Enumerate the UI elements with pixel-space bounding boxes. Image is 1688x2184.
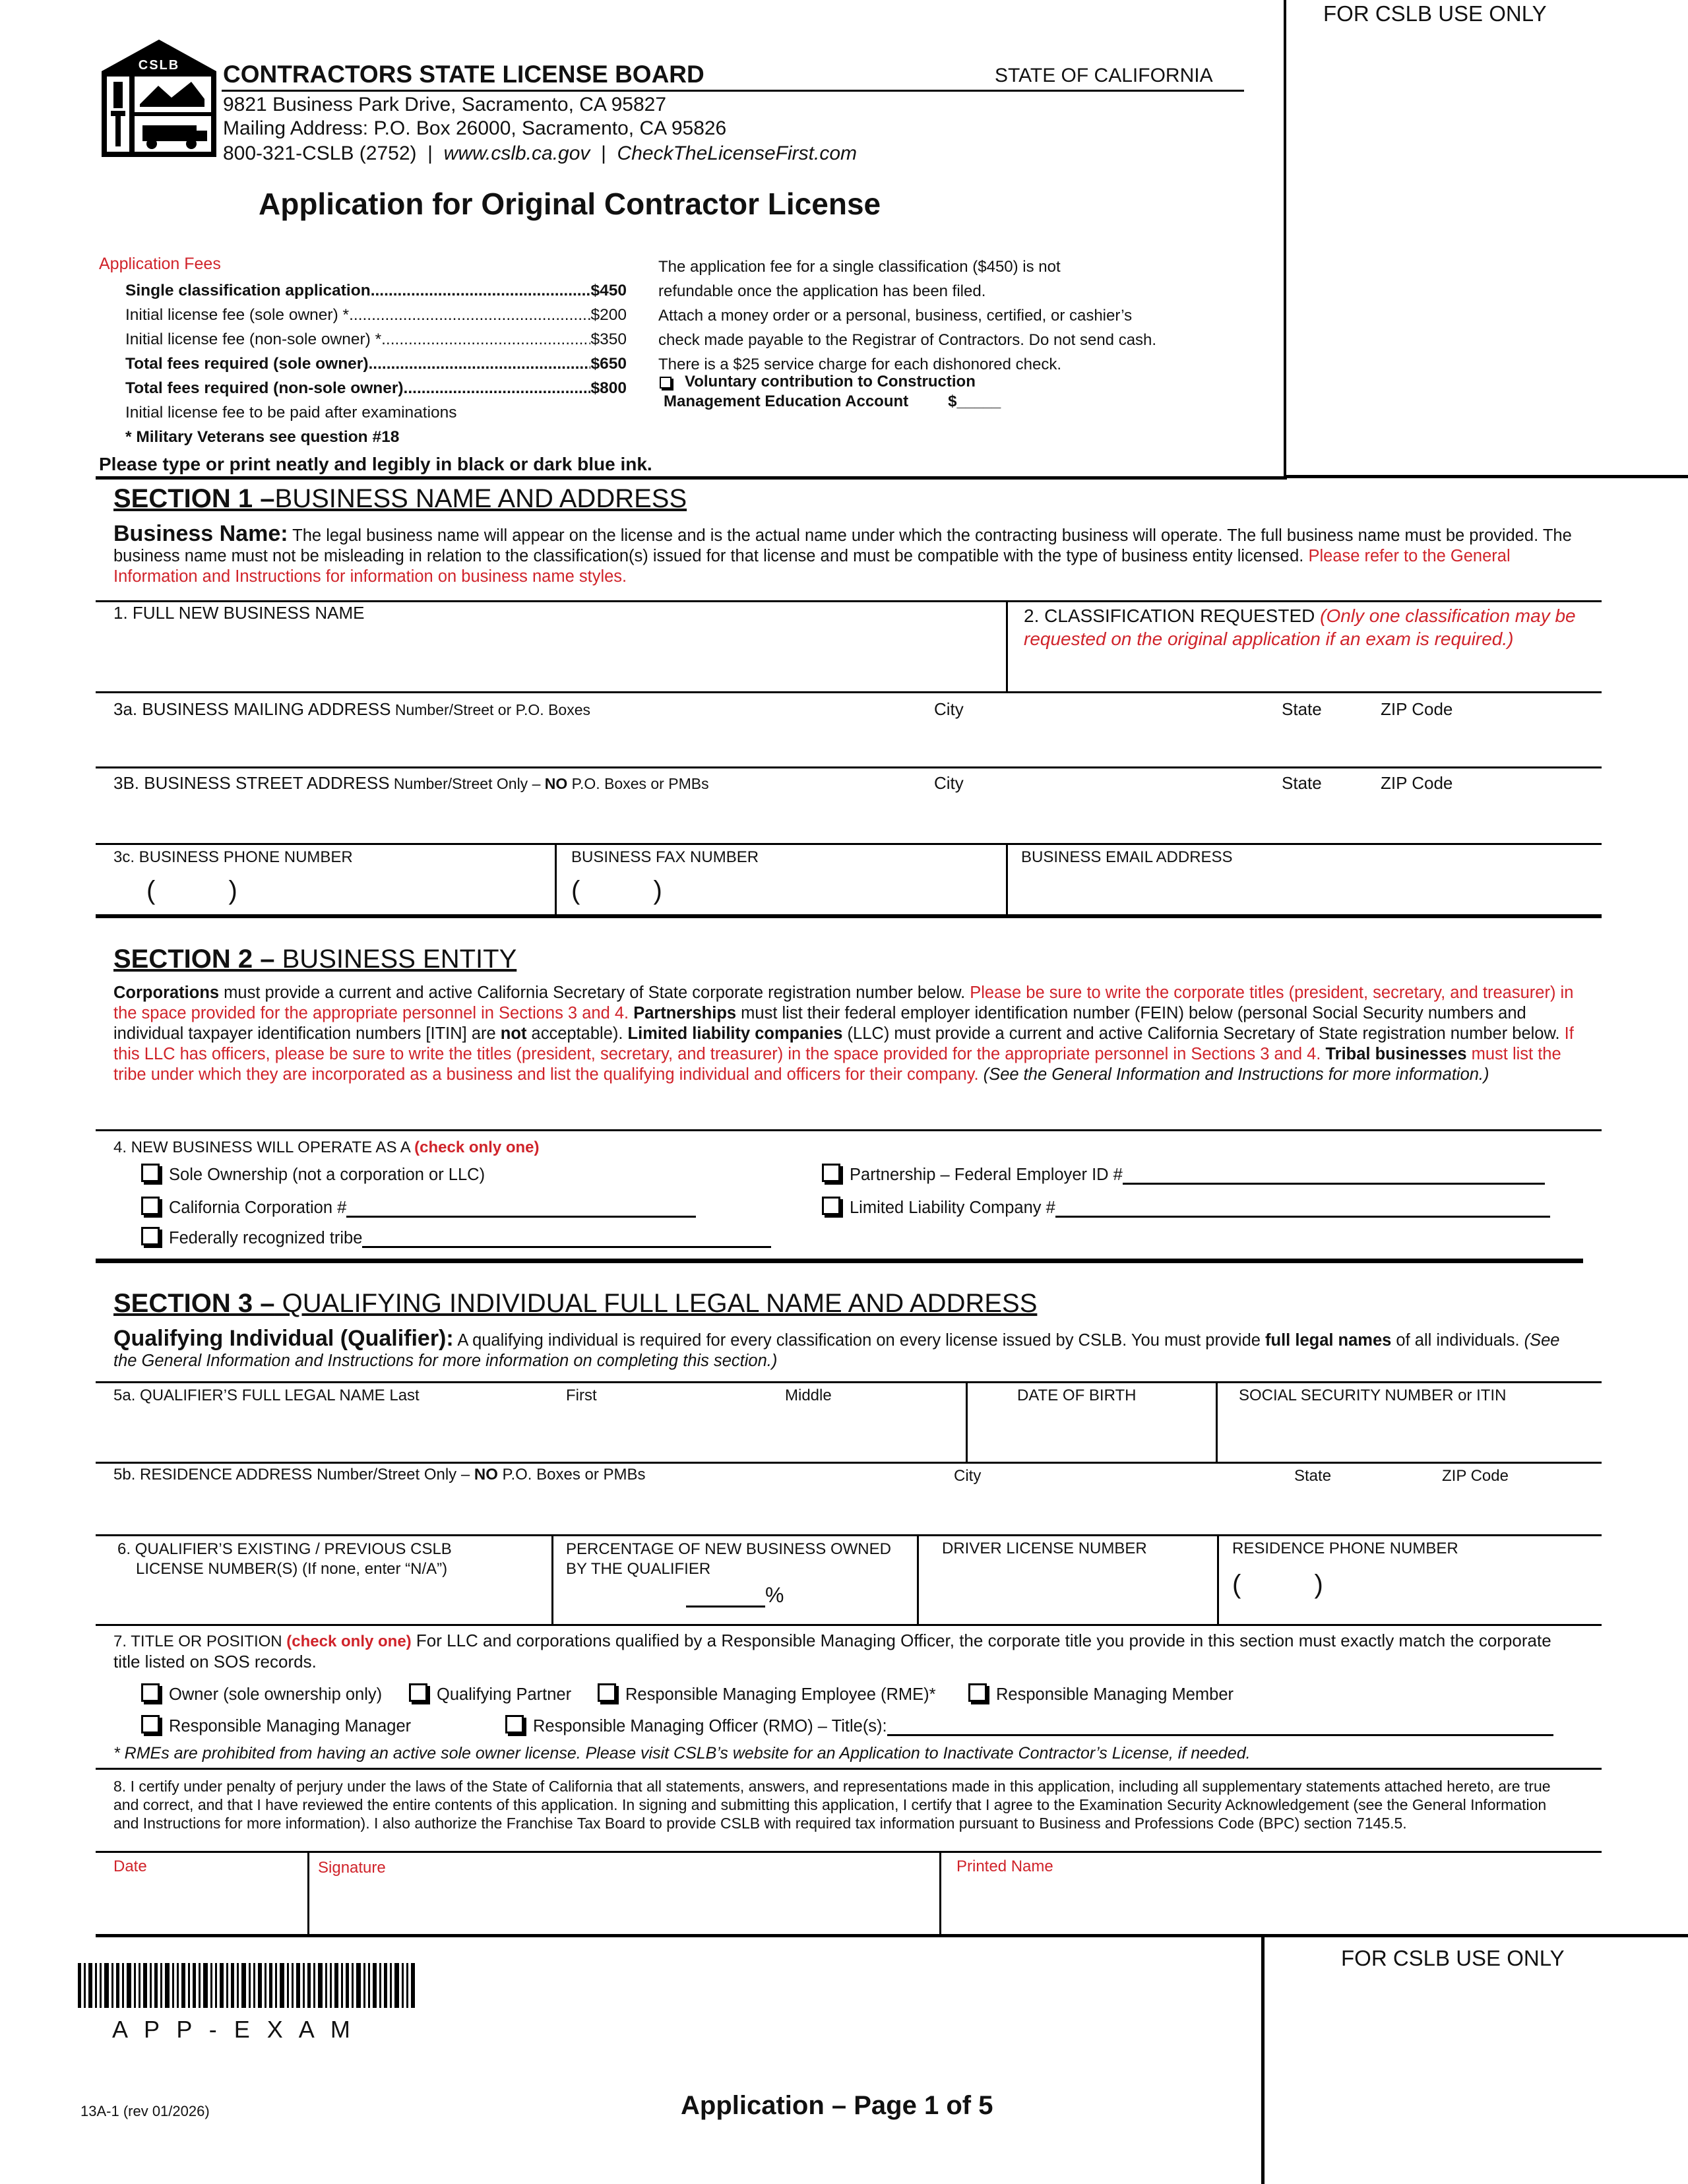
rme-note: * RMEs are prohibited from having an active sole owner license. Please visit CSLB’s website for an Application to Inactivate Contractor’s License, if needed. <box>113 1744 1251 1763</box>
field-ssn-itin[interactable]: SOCIAL SECURITY NUMBER or ITIN <box>1239 1387 1507 1404</box>
title-owner[interactable]: Owner (sole ownership only) <box>141 1683 382 1704</box>
street-state-label: State <box>1282 773 1322 793</box>
mailing-city-label: City <box>934 699 964 719</box>
fee-row: Single classification application ..... $450 <box>125 278 627 303</box>
checkbox[interactable] <box>822 1197 840 1215</box>
residence-zip-label: ZIP Code <box>1442 1467 1509 1485</box>
contact-line <box>223 142 857 165</box>
checkbox[interactable] <box>409 1683 427 1702</box>
qualifier-instructions: Qualifying Individual (Qualifier): A qualifying individual is required for every classification on every license issued by CSLB. You must provide full legal names of all individuals. (See the General Information and Instructions for more information on completing this section.) <box>113 1326 1560 1370</box>
option-california-corporation[interactable]: California Corporation # <box>141 1197 696 1218</box>
field-business-email[interactable]: BUSINESS EMAIL ADDRESS <box>1021 848 1233 866</box>
separator: | <box>590 142 617 164</box>
section2-heading: SECTION 2 – BUSINESS ENTITY <box>113 945 517 974</box>
business-name-instructions: Business Name: The legal business name will appear on the license and is the actual name under which the contracting business will operate. The full business name must be provided. The business name must not be misleading in relation to the classification(s) issued for that license and must be compatible with the type of business entity licensed. Please refer to the General Information and Instructions for information on business name styles. <box>113 521 1572 586</box>
cslb-use-only-top: FOR CSLB USE ONLY <box>1323 1 1547 26</box>
checkbox[interactable] <box>141 1227 160 1245</box>
mailing-address: Mailing Address: P.O. Box 26000, Sacramento, CA 95826 <box>223 117 727 139</box>
field-printed-name[interactable]: Printed Name <box>956 1857 1053 1875</box>
board-phone: 800-321-CSLB (2752) | <box>223 142 444 164</box>
ink-instruction: Please type or print neatly and legibly in black or dark blue ink. <box>99 454 652 474</box>
street-city-label: City <box>934 773 964 793</box>
title-rmm[interactable]: Responsible Managing Member <box>968 1683 1234 1704</box>
business-phone-paren: ( ) <box>146 876 237 905</box>
option-partnership[interactable]: Partnership – Federal Employer ID # <box>822 1164 1545 1185</box>
fee-info-line: The application fee for a single classification ($450) is not <box>658 258 1061 276</box>
checkbox[interactable] <box>141 1683 160 1702</box>
option-federal-tribe[interactable]: Federally recognized tribe <box>141 1227 771 1248</box>
field-residence-address[interactable]: 5b. RESIDENCE ADDRESS Number/Street Only – NO P.O. Boxes or PMBs <box>113 1466 646 1483</box>
fee-row: Initial license fee (non-sole owner) * ..... $350 <box>125 327 627 352</box>
certification-statement: 8. I certify under penalty of perjury under the laws of the State of California that all statements, answers, and representations made in this application, including all supplementary statements attached hereto, are true and correct, and that I have reviewed the entire contents of this application. In signing and submitting this application, I certify that I agree to the Examination Security Acknowledgement (see the General Information and Instructions for more information). I also authorize the Franchise Tax Board to provide CSLB with required tax information pursuant to Business and Professions Code (BPC) section 7145.5. <box>113 1778 1551 1832</box>
check-license-link[interactable]: CheckTheLicenseFirst.com <box>617 142 858 164</box>
option-llc[interactable]: Limited Liability Company # <box>822 1197 1550 1218</box>
state-name: STATE OF CALIFORNIA <box>995 65 1213 86</box>
section1-heading: SECTION 1 –BUSINESS NAME AND ADDRESS <box>113 484 687 513</box>
fee-info <box>658 255 1156 377</box>
fee-info-line: check made payable to the Registrar of Contractors. Do not send cash. <box>658 331 1157 349</box>
first-name-label: First <box>566 1387 597 1404</box>
field-business-phone[interactable]: 3c. BUSINESS PHONE NUMBER <box>113 848 353 866</box>
field-residence-phone[interactable]: RESIDENCE PHONE NUMBER <box>1232 1540 1458 1557</box>
field-date-of-birth[interactable]: DATE OF BIRTH <box>1017 1387 1137 1404</box>
barcode-text: A P P - E X A M <box>112 2016 356 2043</box>
title-rme[interactable]: Responsible Managing Employee (RME)* <box>598 1683 936 1704</box>
street-zip-label: ZIP Code <box>1381 773 1453 793</box>
residence-phone-paren: ( ) <box>1232 1570 1323 1599</box>
cslb-logo-graphic <box>99 38 219 158</box>
checkbox[interactable] <box>141 1164 160 1182</box>
form-number: 13A-1 (rev 01/2026) <box>80 2103 210 2119</box>
field-street-address[interactable]: 3B. BUSINESS STREET ADDRESS Number/Street Only – NO P.O. Boxes or PMBs <box>113 773 709 793</box>
field-date[interactable]: Date <box>113 1857 147 1875</box>
field-ownership-percentage[interactable]: PERCENTAGE OF NEW BUSINESS OWNED BY THE QUALIFIER <box>566 1540 891 1578</box>
residence-city-label: City <box>954 1467 982 1485</box>
barcode-graphic <box>78 1963 416 2008</box>
cslb-use-only-bottom: FOR CSLB USE ONLY <box>1341 1946 1565 1970</box>
fee-info-line: refundable once the application has been filed. <box>658 282 986 300</box>
title-rmo[interactable]: Responsible Managing Officer (RMO) – Title(s): <box>505 1715 1553 1736</box>
section3-heading: SECTION 3 – QUALIFYING INDIVIDUAL FULL LEGAL NAME AND ADDRESS <box>113 1289 1038 1318</box>
title-rmgr[interactable]: Responsible Managing Manager <box>141 1715 411 1736</box>
cslb-logo <box>99 38 219 158</box>
mailing-zip-label: ZIP Code <box>1381 699 1453 719</box>
option-sole-ownership[interactable]: Sole Ownership (not a corporation or LLC) <box>141 1164 485 1185</box>
voluntary-checkbox[interactable] <box>660 377 672 389</box>
voluntary-amount[interactable]: $_____ <box>948 392 1001 410</box>
page-indicator: Application – Page 1 of 5 <box>681 2091 993 2120</box>
business-entity-instructions: Corporations must provide a current and active California Secretary of State corporate registration number below. Please be sure to write the corporate titles (president, secretary, and treasurer) in the space provided for the appropriate personnel in Sections 3 and 4. Partnerships must list their federal employer identification number (FEIN) below (personal Social Security numbers and individual taxpayer identification numbers [ITIN] are not acceptable). Limited liability companies (LLC) must provide a current and active California Secretary of State registration number below. If this LLC has officers, please be sure to write the titles (president, secretary, and treasurer) in the space provided for the appropriate personnel in Sections 3 and 4. Tribal businesses must list the tribe under which they are incorporated as a business and list the qualifying individual and officers for their company. (See the General Information and Instructions for more information.) <box>113 983 1574 1084</box>
mailing-state-label: State <box>1282 699 1322 719</box>
field-full-business-name[interactable]: 1. FULL NEW BUSINESS NAME <box>113 603 365 623</box>
website-link[interactable]: www.cslb.ca.gov <box>443 142 590 164</box>
fee-info-line: Attach a money order or a personal, business, certified, or cashier’s <box>658 307 1133 325</box>
checkbox[interactable] <box>141 1197 160 1215</box>
fee-note-veterans: * Military Veterans see question #18 <box>125 428 400 446</box>
fee-row: Initial license fee (sole owner) * ..... $200 <box>125 303 627 327</box>
checkbox[interactable] <box>505 1715 524 1733</box>
field-existing-license[interactable]: 6. QUALIFIER’S EXISTING / PREVIOUS CSLB LICENSE NUMBER(S) (If none, enter “N/A”) <box>117 1540 452 1578</box>
business-fax-paren: ( ) <box>571 876 662 905</box>
checkbox[interactable] <box>968 1683 987 1702</box>
field-signature[interactable]: Signature <box>318 1859 386 1877</box>
fee-note-exam: Initial license fee to be paid after examinations <box>125 404 457 421</box>
fee-row: Total fees required (sole owner) ..... $650 <box>125 352 627 376</box>
percentage-input[interactable]: % <box>686 1583 784 1607</box>
logo-text: CSLB <box>138 58 180 73</box>
voluntary-contribution: Voluntary contribution to Construction Management Education Account $_____ <box>660 372 1001 412</box>
residence-state-label: State <box>1294 1467 1332 1485</box>
title-position-question: 7. TITLE OR POSITION (check only one) For LLC and corporations qualified by a Responsible Managing Officer, the corporate title you provide in this section must exactly match the corporate title listed on SOS records. <box>113 1631 1551 1671</box>
checkbox[interactable] <box>822 1164 840 1182</box>
fees-table <box>125 278 627 449</box>
barcode <box>78 1963 416 2008</box>
field-business-fax[interactable]: BUSINESS FAX NUMBER <box>571 848 759 866</box>
title-qualifying-partner[interactable]: Qualifying Partner <box>409 1683 571 1704</box>
field-qualifier-name[interactable]: 5a. QUALIFIER’S FULL LEGAL NAME Last <box>113 1387 420 1404</box>
field-classification[interactable]: 2. CLASSIFICATION REQUESTED (Only one classification may be requested on the original application if an exam is required.) <box>1024 606 1576 649</box>
fee-row: Total fees required (non-sole owner) ..... $800 <box>125 376 627 400</box>
page-title: Application for Original Contractor License <box>259 187 881 221</box>
entity-question: 4. NEW BUSINESS WILL OPERATE AS A (check only one) <box>113 1139 540 1156</box>
checkbox[interactable] <box>141 1715 160 1733</box>
fees-heading: Application Fees <box>99 255 221 273</box>
middle-name-label: Middle <box>785 1387 832 1404</box>
board-name: CONTRACTORS STATE LICENSE BOARD <box>223 61 704 88</box>
field-driver-license[interactable]: DRIVER LICENSE NUMBER <box>942 1540 1147 1557</box>
checkbox[interactable] <box>598 1683 616 1702</box>
board-address: 9821 Business Park Drive, Sacramento, CA 95827 <box>223 94 667 115</box>
fee-info-line: There is a $25 service charge for each dishonored check. <box>658 356 1062 373</box>
field-mailing-address[interactable]: 3a. BUSINESS MAILING ADDRESS Number/Street or P.O. Boxes <box>113 699 591 719</box>
